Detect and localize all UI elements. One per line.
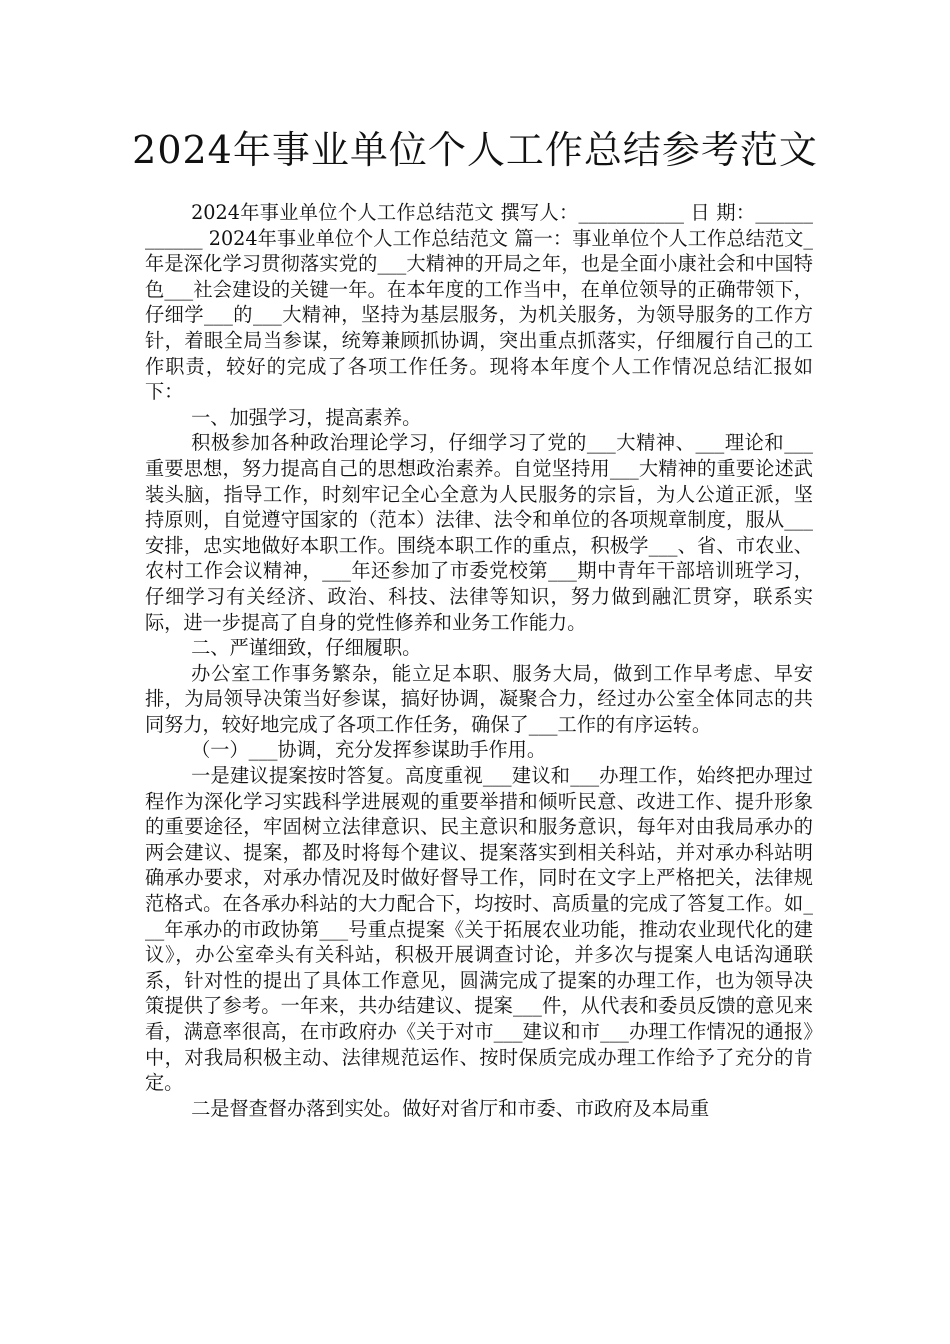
- document-title: 2024年事业单位个人工作总结参考范文: [132, 128, 818, 172]
- paragraph-study: 积极参加各种政治理论学习，仔细学习了党的___大精神、___理论和___重要思想，努力提高自己的思想政治素养。自觉坚持用___大精神的重要论述武装头脑，指导工作，时刻牢记全心全意为人民服务的宗旨，为人公道正派，坚持原则，自觉遵守国家的（范本）法律、法令和单位的各项规章制度，服从___安排，忠实地做好本职工作。围绕本职工作的重点，积极学___、省、市农业、农村工作会议精神，___年还参加了市委党校第___期中青年干部培训班学习，仔细学习有关经济、政治、科技、法律等知识，努力做到融汇贯穿，联系实际，进一步提高了自身的党性修养和业务工作能力。: [145, 431, 813, 634]
- section-heading-2: 二、严谨细致，仔细履职。: [191, 636, 422, 660]
- paragraph-office: 办公室工作事务繁杂，能立足本职、服务大局，做到工作早考虑、早安排，为局领导决策当好参谋，搞好协调，凝聚合力，经过办公室全体同志的共同努力，较好地完成了各项工作任务，确保了___工作的有序运转。: [145, 661, 813, 736]
- subsection-heading-1: （一）___协调，充分发挥参谋助手作用。: [191, 738, 547, 762]
- section-heading-1: 一、加强学习，提高素养。: [191, 405, 422, 429]
- paragraph-intro: 2024年事业单位个人工作总结范文 撰写人：___________ 日 期：____________ 2024年事业单位个人工作总结范文 篇一：事业单位个人工作总结范文_年是深化学习贯彻落实党的___大精神的开局之年，也是全面小康社会和中国特色___社会建设的关键一年。在本年度的工作当中，在单位领导的正确带领下，仔细学___的___大精神，坚持为基层服务，为机关服务，为领导服务的工作方针，着眼全局当参谋，统筹兼顾抓协调，突出重点抓落实，仔细履行自己的工作职责，较好的完成了各项工作任务。现将本年度个人工作情况总结汇报如下：: [145, 201, 813, 404]
- paragraph-proposals: 一是建议提案按时答复。高度重视___建议和___办理工作，始终把办理过程作为深化学习实践科学进展观的重要举措和倾听民意、改进工作、提升形象的重要途径，牢固树立法律意识、民主意识和服务意识，每年对由我局承办的两会建议、提案，都及时将每个建议、提案落实到相关科站，并对承办科站明确承办要求，对承办情况及时做好督导工作，同时在文字上严格把关，法律规范格式。在各承办科站的大力配合下，均按时、高质量的完成了答复工作。如___年承办的市政协第___号重点提案《关于拓展农业功能，推动农业现代化的建议》，办公室牵头有关科站，积极开展调查讨论，并多次与提案人电话沟通联系，针对性的提出了具体工作意见，圆满完成了提案的办理工作，也为领导决策提供了参考。一年来，共办结建议、提案___件，从代表和委员反馈的意见来看，满意率很高，在市政府办《关于对市___建议和市___办理工作情况的通报》中，对我局积极主动、法律规范运作、按时保质完成办理工作给予了充分的肯定。: [145, 764, 813, 1095]
- document-body: [145, 200, 813, 1121]
- paragraph-supervision: 二是督查督办落到实处。做好对省厅和市委、市政府及本局重: [191, 1096, 710, 1120]
